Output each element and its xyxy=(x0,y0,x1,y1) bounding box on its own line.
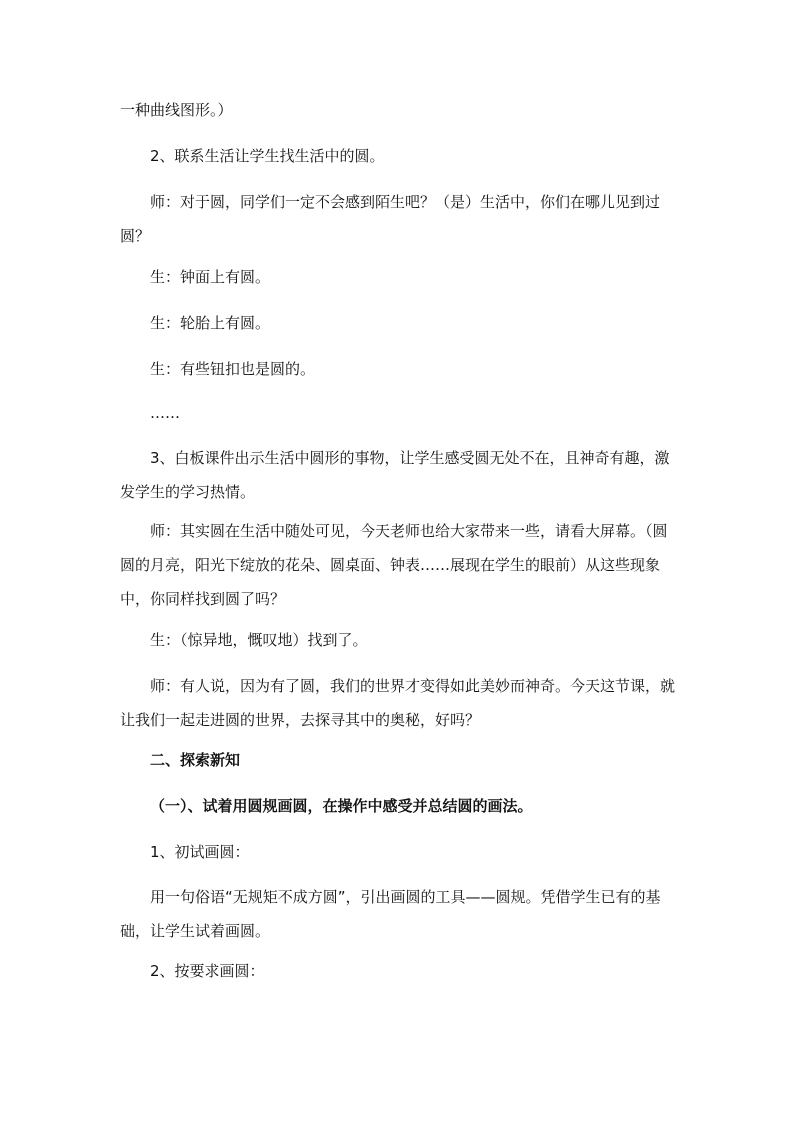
paragraph-whiteboard: 3、白板课件出示生活中圆形的事物，让学生感受圆无处不在，且神奇有趣，激发学生的学习热情。 xyxy=(120,449,670,501)
paragraph-teacher-question: 师：对于圆，同学们一定不会感到陌生吧？（是）生活中，你们在哪儿见到过圆？ xyxy=(120,193,661,245)
paragraph-student-found: 生：（惊异地，慨叹地）找到了。 xyxy=(150,631,368,649)
paragraph-student-button: 生：有些钮扣也是圆的。 xyxy=(150,360,316,378)
paragraph-student-tire: 生：轮胎上有圆。 xyxy=(150,314,271,332)
paragraph-first-try: 1、初试画圆： xyxy=(150,843,250,861)
paragraph-curve-shape: 一种曲线图形。） xyxy=(120,101,233,119)
paragraph-draw-requirement: 2、按要求画圆： xyxy=(150,962,265,980)
paragraph-teacher-world: 师：有人说，因为有了圆，我们的世界才变得如此美妙而神奇。今天这节课，就让我们一起走进圆的世界，去探寻其中的奥秘，好吗？ xyxy=(120,677,676,729)
paragraph-ellipsis: …… xyxy=(150,404,180,422)
section-heading-explore: 二、探索新知 xyxy=(150,751,241,769)
paragraph-proverb: 用一句俗语“无规矩不成方圆”，引出画圆的工具——圆规。凭借学生已有的基础，让学生试着画圆。 xyxy=(120,888,661,940)
paragraph-teacher-screen: 师：其实圆在生活中随处可见，今天老师也给大家带来一些，请看大屏幕。（圆圆的月亮，阳光下绽放的花朵、圆桌面、钟表……展现在学生的眼前）从这些现象中，你同样找到圆了吗？ xyxy=(120,522,668,608)
paragraph-student-clock: 生：钟面上有圆。 xyxy=(150,268,271,286)
subsection-heading-compass: （一）、试着用圆规画圆，在操作中感受并总结圆的画法。 xyxy=(150,797,533,815)
paragraph-find-circles: 2、联系生活让学生找生活中的圆。 xyxy=(150,147,385,165)
